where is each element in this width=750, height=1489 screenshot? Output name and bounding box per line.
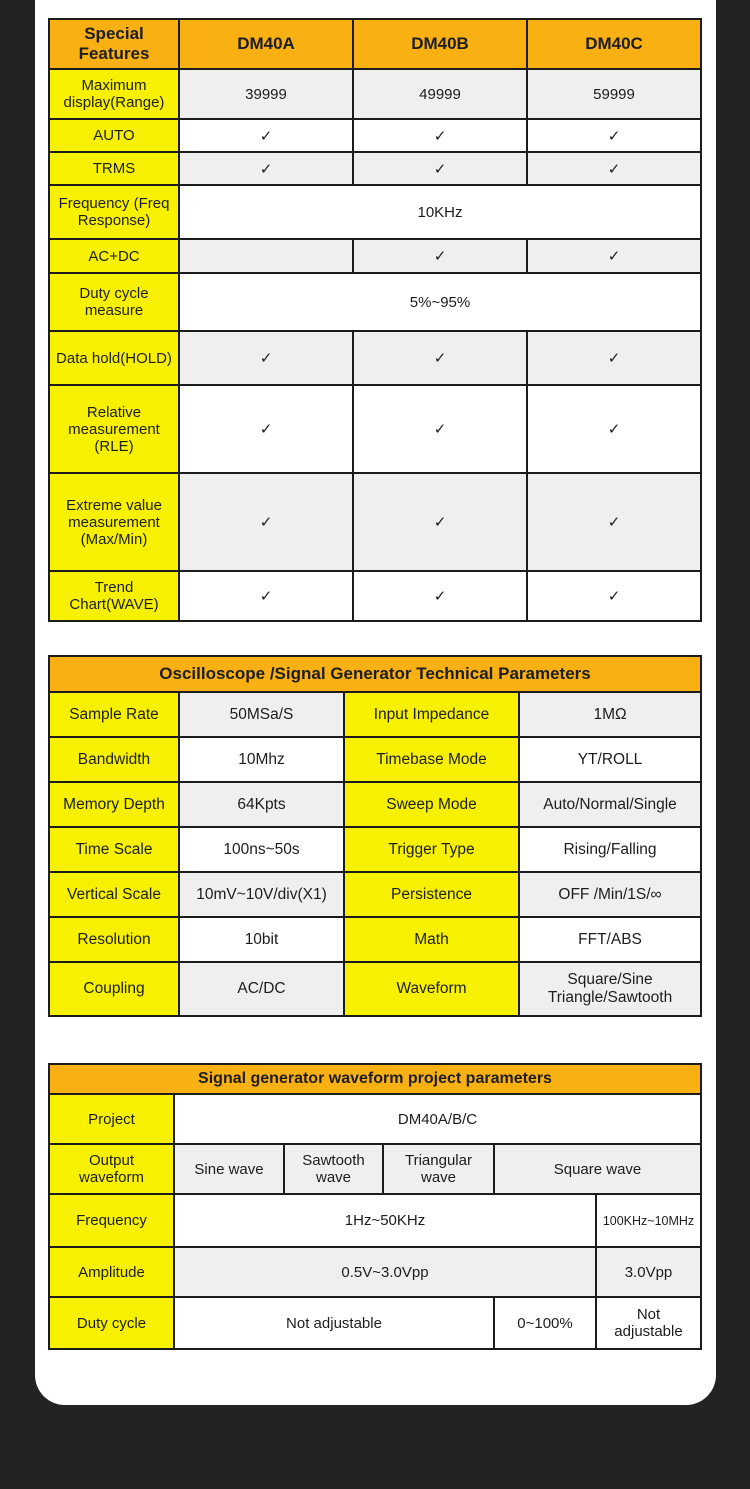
table-title: Signal generator waveform project parameters: [49, 1064, 701, 1094]
table-row: [49, 872, 701, 917]
table-row: [49, 273, 701, 331]
spec-value: Auto/Normal/Single: [519, 782, 701, 827]
special-features-table: [48, 18, 702, 622]
signal-generator-table: [48, 1063, 702, 1350]
checkmark: ✓: [353, 385, 527, 473]
table-row: [49, 737, 701, 782]
table-row: [49, 1194, 701, 1247]
duty-square-fixed: Not adjustable: [596, 1297, 701, 1349]
feature-label: TRMS: [49, 152, 179, 185]
spec-value: OFF /Min/1S/∞: [519, 872, 701, 917]
siggen-label: Duty cycle: [49, 1297, 174, 1349]
feature-label: Duty cycle measure: [49, 273, 179, 331]
checkmark: ✓: [527, 119, 701, 152]
feature-value: 39999: [179, 69, 353, 119]
amplitude-value: 0.5V~3.0Vpp: [174, 1247, 596, 1297]
table-row: [49, 185, 701, 239]
table-row: [49, 69, 701, 119]
feature-value: 49999: [353, 69, 527, 119]
feature-label: Maximum display(Range): [49, 69, 179, 119]
table-header-row: [49, 19, 701, 69]
feature-label: Frequency (Freq Response): [49, 185, 179, 239]
project-value: DM40A/B/C: [174, 1094, 701, 1144]
spec-label: Bandwidth: [49, 737, 179, 782]
table-row: [49, 692, 701, 737]
spec-value: YT/ROLL: [519, 737, 701, 782]
checkmark: ✓: [527, 239, 701, 273]
table-title: Oscilloscope /Signal Generator Technical Parameters: [49, 656, 701, 692]
spec-value: 50MSa/S: [179, 692, 344, 737]
spec-value: FFT/ABS: [519, 917, 701, 962]
table-row: [49, 331, 701, 385]
spec-value: 100ns~50s: [179, 827, 344, 872]
checkmark: ✓: [179, 119, 353, 152]
feature-table-corner-label: Special Features: [49, 19, 179, 69]
spec-value: AC/DC: [179, 962, 344, 1016]
table-row: [49, 782, 701, 827]
table-row: [49, 473, 701, 571]
checkmark: ✓: [527, 152, 701, 185]
checkmark: ✓: [179, 385, 353, 473]
frequency-square-value: 100KHz~10MHz: [596, 1194, 701, 1247]
table-row: [49, 917, 701, 962]
table-row: [49, 119, 701, 152]
spec-card: [35, 0, 716, 1405]
feature-value-merged: 10KHz: [179, 185, 701, 239]
feature-value: 59999: [527, 69, 701, 119]
waveform-cell: Sawtooth wave: [284, 1144, 383, 1194]
spec-label: Sweep Mode: [344, 782, 519, 827]
table-title-row: [49, 656, 701, 692]
feature-label: Relative measurement (RLE): [49, 385, 179, 473]
amplitude-square-value: 3.0Vpp: [596, 1247, 701, 1297]
spec-value: 10bit: [179, 917, 344, 962]
feature-value-merged: 5%~95%: [179, 273, 701, 331]
spec-value: 1MΩ: [519, 692, 701, 737]
spec-label: Resolution: [49, 917, 179, 962]
checkmark: ✓: [353, 331, 527, 385]
checkmark: ✓: [353, 152, 527, 185]
table-row: [49, 1144, 701, 1194]
checkmark: ✓: [179, 571, 353, 621]
spec-label: Trigger Type: [344, 827, 519, 872]
spec-value: Square/Sine Triangle/Sawtooth: [519, 962, 701, 1016]
column-header-dm40b: DM40B: [353, 19, 527, 69]
oscilloscope-parameters-table: [48, 655, 702, 1017]
table-row: [49, 1297, 701, 1349]
duty-square-adjustable: 0~100%: [494, 1297, 596, 1349]
feature-label: Data hold(HOLD): [49, 331, 179, 385]
column-header-dm40a: DM40A: [179, 19, 353, 69]
feature-label: Trend Chart(WAVE): [49, 571, 179, 621]
table-row: [49, 571, 701, 621]
waveform-cell: Square wave: [494, 1144, 701, 1194]
table-row: [49, 152, 701, 185]
waveform-cell: Sine wave: [174, 1144, 284, 1194]
feature-label: Extreme value measurement (Max/Min): [49, 473, 179, 571]
spec-value: 10Mhz: [179, 737, 344, 782]
checkmark: ✓: [179, 331, 353, 385]
siggen-label: Project: [49, 1094, 174, 1144]
spec-label: Sample Rate: [49, 692, 179, 737]
checkmark: ✓: [353, 239, 527, 273]
siggen-label: Amplitude: [49, 1247, 174, 1297]
table-row: [49, 827, 701, 872]
spec-label: Vertical Scale: [49, 872, 179, 917]
checkmark: ✓: [353, 473, 527, 571]
checkmark-empty: [179, 239, 353, 273]
spec-label: Math: [344, 917, 519, 962]
spec-label: Time Scale: [49, 827, 179, 872]
table-row: [49, 962, 701, 1016]
feature-label: AC+DC: [49, 239, 179, 273]
checkmark: ✓: [527, 385, 701, 473]
checkmark: ✓: [353, 119, 527, 152]
frequency-value: 1Hz~50KHz: [174, 1194, 596, 1247]
spec-label: Persistence: [344, 872, 519, 917]
table-row: [49, 385, 701, 473]
column-header-dm40c: DM40C: [527, 19, 701, 69]
spec-label: Memory Depth: [49, 782, 179, 827]
spec-value: 64Kpts: [179, 782, 344, 827]
checkmark: ✓: [353, 571, 527, 621]
spec-label: Coupling: [49, 962, 179, 1016]
spec-value: Rising/Falling: [519, 827, 701, 872]
spec-label: Waveform: [344, 962, 519, 1016]
siggen-label: Output waveform: [49, 1144, 174, 1194]
checkmark: ✓: [179, 473, 353, 571]
spec-label: Input Impedance: [344, 692, 519, 737]
table-row: [49, 239, 701, 273]
table-row: [49, 1094, 701, 1144]
table-row: [49, 1247, 701, 1297]
checkmark: ✓: [179, 152, 353, 185]
spec-value: 10mV~10V/div(X1): [179, 872, 344, 917]
spec-label: Timebase Mode: [344, 737, 519, 782]
checkmark: ✓: [527, 571, 701, 621]
feature-label: AUTO: [49, 119, 179, 152]
siggen-label: Frequency: [49, 1194, 174, 1247]
duty-value: Not adjustable: [174, 1297, 494, 1349]
checkmark: ✓: [527, 331, 701, 385]
checkmark: ✓: [527, 473, 701, 571]
table-title-row: [49, 1064, 701, 1094]
waveform-cell: Triangular wave: [383, 1144, 494, 1194]
